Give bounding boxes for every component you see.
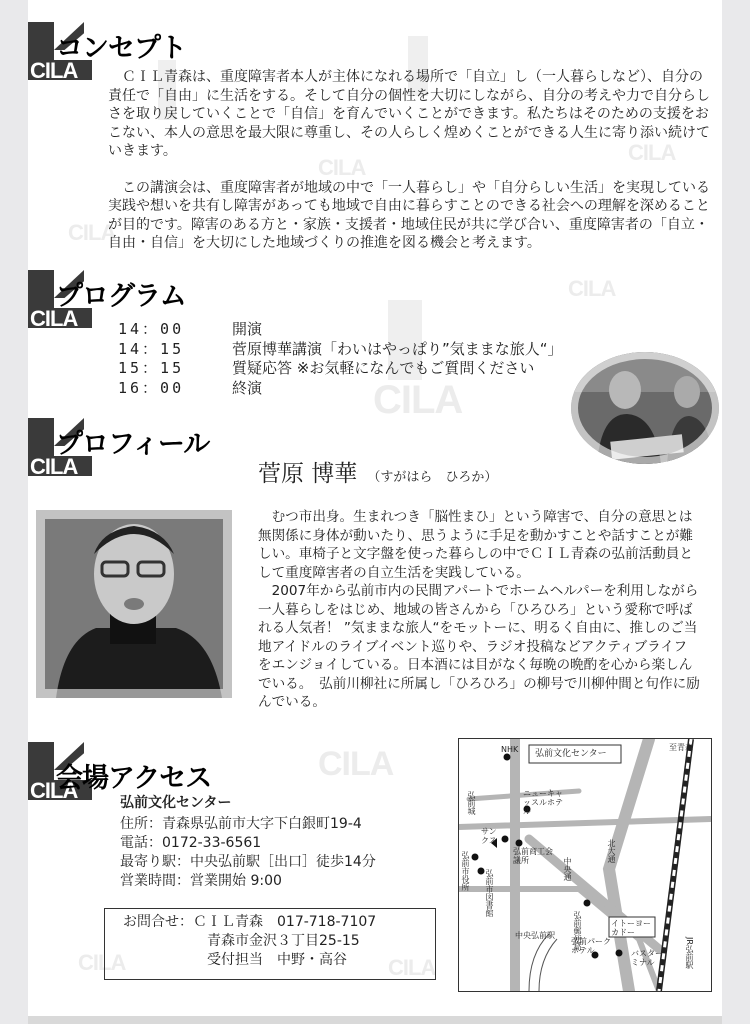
flyer-page xyxy=(28,0,722,1016)
concept-text xyxy=(108,68,714,253)
program-row: 14：00 開演 xyxy=(118,320,263,338)
venue-hours: 営業時間：営業開始 9:00 xyxy=(120,873,282,889)
watermark-text: CILA xyxy=(373,378,463,422)
contact-line-3: 受付担当 中野・高谷 xyxy=(207,952,347,968)
watermark-text: CILA xyxy=(318,155,366,180)
map-label-shoko: 弘前商工会議所 xyxy=(513,847,553,865)
program-schedule xyxy=(118,320,563,398)
concept-paragraph-1: ＣＩＬ青森は、重度障害者本人が主体になれる場所で「自立」し（一人暮らしなど）、自分の責任で「自由」に生活をする。そして自分の個性を大切にしながら、自分の考えや力で自分らしさを取り戻していくことで「自信」を育んでいくことができます。私たちはそのための支援をおこない、本人の意思を最大限に尊重し、その人らしく煌めくことができる人生に寄り添い続けていきます。 xyxy=(108,69,710,159)
watermark-text: CILA xyxy=(78,950,126,975)
map-label-bus: バスターミナル xyxy=(631,949,663,967)
cila-logo-icon: CILA xyxy=(28,742,96,800)
venue-station: 最寄り駅：中央弘前駅［出口］徒歩14分 xyxy=(120,854,376,870)
program-title: プログラム xyxy=(56,281,186,312)
speaker-name xyxy=(258,455,497,488)
venue-map xyxy=(458,738,712,992)
speaker-name-reading: （すがはら ひろか） xyxy=(367,470,498,485)
map-label-hotel: ニューキャッスルホテル xyxy=(523,789,563,816)
map-label-aomori: 至青森 xyxy=(669,743,693,752)
watermark-text: CILA xyxy=(318,745,394,783)
watermark-text: CILA xyxy=(628,140,676,165)
contact-line-2: 青森市金沢３丁目25-15 xyxy=(207,933,360,949)
access-info xyxy=(120,794,376,891)
cila-logo-icon: CILA xyxy=(28,418,96,476)
contact-line-1: お問合せ：ＣＩＬ青森 017-718-7107 xyxy=(123,914,377,930)
venue-name: 弘前文化センター xyxy=(120,795,232,811)
cila-logo-icon: CILA xyxy=(28,270,96,328)
venue-address: 住所：青森県弘前市大字下白銀町19-4 xyxy=(120,816,362,832)
program-row: 14：15 菅原博華講演「わいはやっぱり”気ままな旅人“」 xyxy=(118,339,563,358)
program-row: 16：00 終演 xyxy=(118,378,263,397)
map-label-itoyokado: イトーヨーカドー xyxy=(611,919,651,937)
map-label-park-hotel: 弘前パークホテル xyxy=(571,937,611,955)
speaker-portrait-photo xyxy=(36,510,232,698)
next-page-edge xyxy=(28,1016,722,1024)
map-label-library: 弘前市図書館 xyxy=(485,869,494,917)
map-label-nhk: NHK xyxy=(501,745,519,754)
map-label-center: 弘前文化センター xyxy=(535,749,607,759)
venue-phone: 電話：0172-33-6561 xyxy=(120,835,262,851)
watermark-text: CILA xyxy=(388,955,436,980)
map-label-kita: 北大通 xyxy=(607,839,616,863)
speaker-name-text: 菅原 博華 xyxy=(258,461,358,487)
profile-title: プロフィール xyxy=(56,429,210,460)
program-row: 15：15 質疑応答 ※お気軽になんでもご質問ください xyxy=(118,359,535,377)
contact-box xyxy=(104,908,436,980)
watermark-text: CILA xyxy=(68,220,116,245)
profile-bio-paragraph-2: 2007年から弘前市内の民間アパートでホームヘルパーを利用しながら一人暮らしをはじめ、地域の皆さんから「ひろひろ」という愛称で呼ばれる人気者！ ”気ままな旅人“をモットーに、明るく自由に、推しのご当地アイドルのライブイベント巡りや、ラジオ投稿などアクティブライフをエンジョイしている。日本酒には目がなく毎晩の晩酌を心から楽しんでいる。 弘前川柳社に所属し「ひろひろ」の柳号で川柳仲間と句作に励んでいる。 xyxy=(258,583,700,710)
map-label-chuo-station: 中央弘前駅 xyxy=(515,931,555,940)
concept-paragraph-2: この講演会は、重度障害者が地域の中で「一人暮らし」や「自分らしい生活」を実現している実践や想いを共有し障害があっても地域で自由に暮らすことのできる社会への理解を深めることが目的です。障害のある方と・家族・支援者・地域住民が共に学び合い、重度障害者の「自立・自由・自信」を大切にした地域づくりの推進を図る機会と考えます。 xyxy=(108,179,710,251)
concept-title: コンセプト xyxy=(56,33,186,64)
profile-bio-paragraph-1: むつ市出身。生まれつき「脳性まひ」という障害で、自分の意思とは無関係に身体が動いたり、思うように手足を動かすことや話すことが難しい。車椅子と文字盤を使った暮らしの中でＣＩＬ青森の弘前活動員として重度障害者の自立生活を実践している。 xyxy=(258,509,693,581)
watermark-text: CILA xyxy=(568,276,616,301)
access-title: 会場アクセス xyxy=(56,763,212,794)
speaker-oval-photo xyxy=(571,352,719,464)
profile-bio xyxy=(258,508,700,712)
map-label-yubin: 弘前郵便局 xyxy=(573,911,582,951)
map-label-castle: 弘前城 xyxy=(467,791,476,815)
cila-logo-icon: CILA xyxy=(28,22,96,80)
map-label-chuodori: 中央通 xyxy=(563,857,572,881)
map-label-jr: JR弘前駅 xyxy=(685,937,694,969)
map-label-cityhall: 弘前市役所 xyxy=(461,851,470,891)
map-label-sanks: サンクス xyxy=(481,827,497,845)
